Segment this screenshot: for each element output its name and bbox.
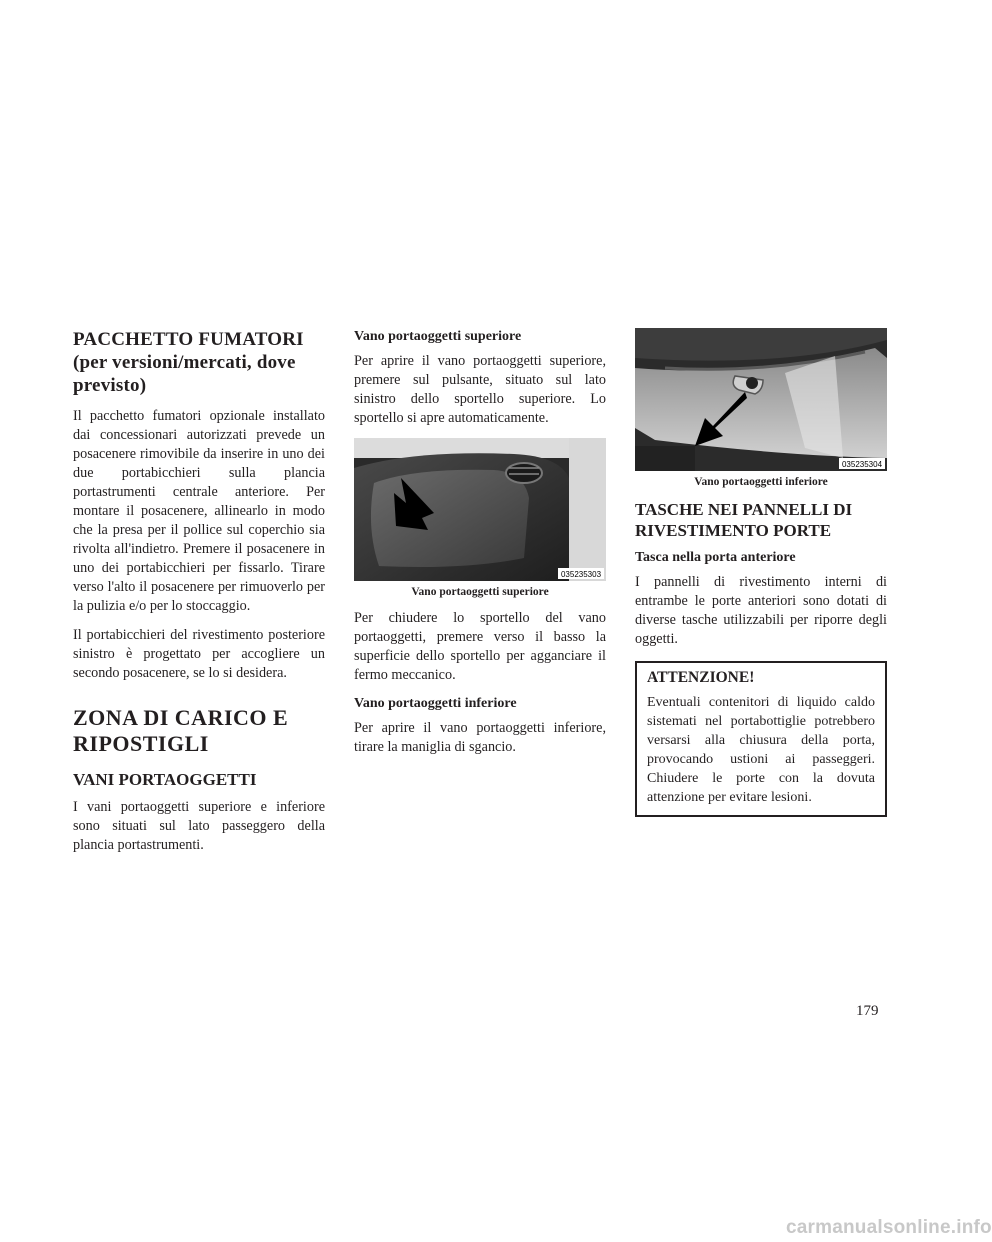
page-number: 179: [856, 1003, 879, 1019]
column-right: [635, 328, 887, 817]
front-door-pocket-title: Tasca nella porta anteriore: [635, 550, 796, 565]
column-middle: [354, 328, 606, 767]
lower-glovebox-photo: [635, 328, 887, 471]
fig2-caption: Vano portaoggetti inferiore: [694, 476, 828, 488]
upper-glovebox-photo: [354, 438, 606, 581]
front-door-pocket-paragraph: I pannelli di rivestimento interni di entrambe le porte anteriori sono dotati di diverse tasche utilizzabili per riporre degli oggetti.: [635, 574, 887, 647]
column-left: [73, 328, 325, 865]
upper-glovebox-paragraph-1: Per aprire il vano portaoggetti superiore, premere sul pulsante, situato sul lato sinistro dello sportello superiore. Lo sportello si apre automaticamente.: [354, 353, 606, 426]
lower-glovebox-title: Vano portaoggetti inferiore: [354, 696, 517, 711]
glovebox-title: VANI PORTAOGGETTI: [73, 770, 257, 789]
smoking-package-paragraph-2: Il portabicchieri del rivestimento posteriore sinistro è progettato per accogliere un secondo posacenere, se lo si desidera.: [73, 627, 325, 681]
warning-title: ATTENZIONE!: [647, 669, 755, 686]
lower-glovebox-figure: [635, 328, 887, 489]
warning-box: [635, 661, 887, 817]
storage-section-title: ZONA DI CARICO E RIPOSTIGLI: [73, 705, 289, 756]
fig2-code: 035235304: [841, 460, 883, 469]
fig1-code: 035235303: [560, 570, 602, 579]
lower-glovebox-paragraph: Per aprire il vano portaoggetti inferiore, tirare la maniglia di sgancio.: [354, 720, 606, 755]
door-pockets-title: TASCHE NEI PANNELLI DI RIVESTIMENTO PORTE: [635, 500, 853, 540]
watermark: carmanualsonline.info: [786, 1217, 992, 1238]
upper-glovebox-figure: [354, 438, 606, 599]
fig1-caption: Vano portaoggetti superiore: [411, 586, 549, 598]
smoking-package-title: PACCHETTO FUMATORI (per versioni/mercati, dove previsto): [73, 329, 304, 396]
upper-glovebox-paragraph-2: Per chiudere lo sportello del vano portaoggetti, premere verso il basso la superficie dello sportello per agganciare il fermo meccanico.: [354, 610, 606, 683]
upper-glovebox-title: Vano portaoggetti superiore: [354, 329, 522, 344]
glovebox-paragraph: I vani portaoggetti superiore e inferiore sono situati sul lato passeggero della plancia portastrumenti.: [73, 799, 325, 853]
smoking-package-paragraph-1: Il pacchetto fumatori opzionale installato dai concessionari autorizzati prevede un posacenere rimovibile da inserire in uno dei due portabicchieri sulla plancia portastrumenti centrale anteriore. Per montare il posacenere, allinearlo in modo che la presa per il pollice sul coperchio sia rivolta all'indietro. Premere il posacenere in uno dei portabicchieri per fissarlo. Tirare verso l'alto il posacenere per rimuoverlo per la pulizia e/o per lo stoccaggio.: [73, 408, 325, 614]
warning-paragraph: Eventuali contenitori di liquido caldo sistemati nel portabottiglie potrebbero versarsi alla chiusura della porta, provocando ustioni ai passeggeri. Chiudere le porte con la dovuta attenzione per evitare lesioni.: [647, 695, 875, 805]
